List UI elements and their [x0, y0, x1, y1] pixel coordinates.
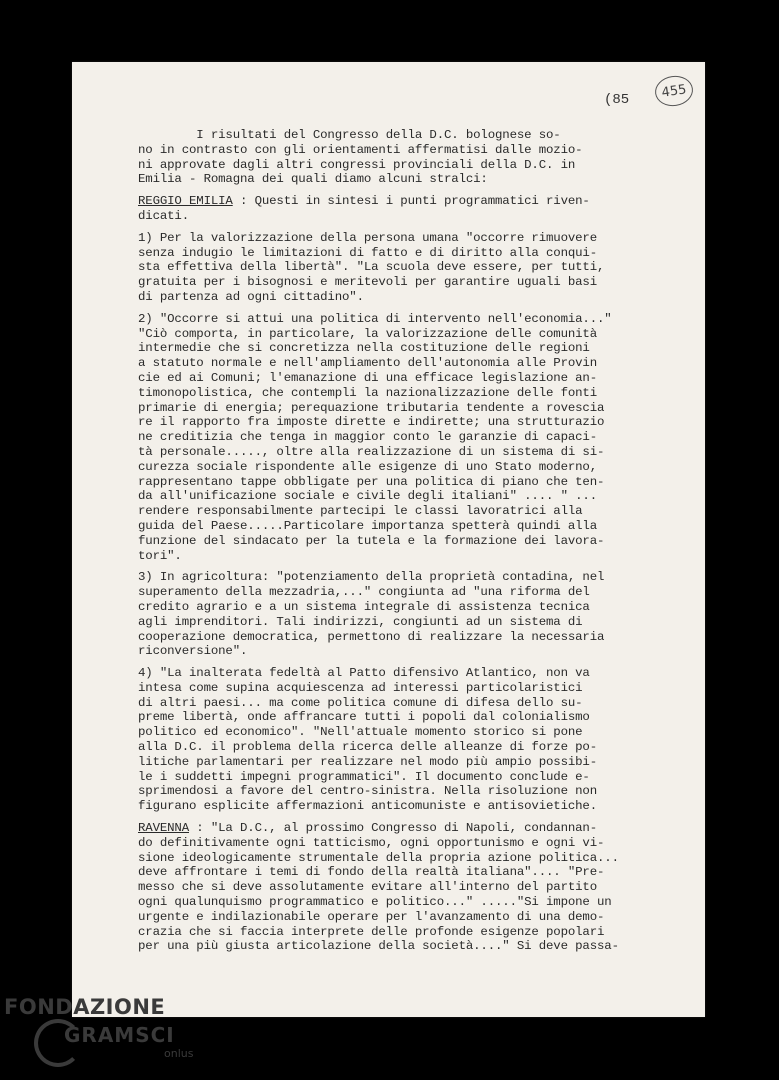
text-line: crazia che si faccia interprete delle profonde esigenze popolari [138, 924, 605, 939]
text-line: agli imprenditori. Tali indirizzi, congiunti ad un sistema di [138, 614, 583, 629]
text-line: da all'unificazione sociale e civile degli italiani" .... " ... [138, 489, 597, 504]
text-line: "Ciò comporta, in particolare, la valorizzazione delle comunità [138, 326, 597, 341]
text-line: gratuita per i bisognosi e meritevoli per garantire uguali basi [138, 275, 597, 290]
archive-stamp: 455 [653, 74, 695, 109]
text-line: politico ed economico". "Nell'attuale momento storico si pone [138, 725, 583, 740]
watermark-line2: GRAMSCI [64, 1023, 175, 1047]
text-line: di altri paesi... ma come politica comune di difesa dello su- [138, 695, 583, 710]
text-line: riconversione". [138, 644, 248, 659]
text-line: 3) In agricoltura: "potenziamento della proprietà contadina, nel [138, 570, 605, 585]
paragraph-gap [138, 659, 668, 666]
text-line: rendere responsabilmente partecipi le classi lavoratrici alla [138, 504, 583, 519]
text-line: intesa come supina acquiescenza ad interessi particolaristici [138, 680, 583, 695]
text-line: I risultati del Congresso della D.C. bolognese so- [138, 128, 561, 142]
watermark-line1: FONDAZIONE [4, 995, 166, 1019]
text-line: dicati. [138, 208, 189, 223]
text-line: guida del Paese.....Particolare importanza spetterà quindi alla [138, 518, 597, 533]
text-line: tà personale....., oltre alla realizzazione di un sistema di si- [138, 444, 605, 459]
text-line: messo che si deve assolutamente evitare all'interno del partito [138, 880, 597, 895]
text-line: deve affrontare i temi di fondo della realtà italiana".... "Pre- [138, 865, 605, 880]
watermark-line3: onlus [164, 1047, 194, 1060]
text-line: di partenza ad ogni cittadino". [138, 289, 364, 304]
text-line: sta effettiva della libertà". "La scuola deve essere, per tutti, [138, 260, 605, 275]
text-line: sione ideologicamente strumentale della propria azione politica... [138, 850, 619, 865]
text-line: funzione del sindacato per la tutela e la formazione dei lavora- [138, 533, 605, 548]
text-line: urgente e indilazionabile operare per l'avanzamento di una demo- [138, 909, 605, 924]
text-line: tori". [138, 548, 182, 563]
text-line: rappresentano tappe obbligate per una politica di piano che ten- [138, 474, 605, 489]
text-line: preme libertà, onde affrancare tutti i popoli dal colonialismo [138, 710, 590, 725]
text-line: do definitivamente ogni tatticismo, ogni opportunismo e ogni vi- [138, 835, 605, 850]
typewritten-text [138, 128, 668, 954]
text-line: RAVENNA : "La D.C., al prossimo Congresso di Napoli, condannan- [138, 821, 597, 836]
text-line: a statuto normale e nell'ampliamento dell'autonomia alle Provin [138, 356, 597, 371]
text-line: le i suddetti impegni programmatici". Il documento conclude e- [138, 769, 590, 784]
text-line: superamento della mezzadria,..." congiunta ad "una riforma del [138, 585, 590, 600]
text-line: no in contrasto con gli orientamenti affermatisi dalle mozio- [138, 142, 583, 157]
document-page [72, 62, 705, 1017]
text-line: credito agrario e a un sistema integrale di assistenza tecnica [138, 599, 590, 614]
text-line: figurano esplicite affermazioni anticomuniste e antisovietiche. [138, 799, 597, 814]
section-heading: RAVENNA [138, 821, 189, 836]
text-line: ni approvate dagli altri congressi provinciali della D.C. in [138, 157, 576, 172]
paragraph-gap [138, 305, 668, 312]
text-line: cie ed ai Comuni; l'emanazione di una efficace legislazione an- [138, 370, 597, 385]
text-line: primarie di energia; perequazione tributaria tendente a rovescia [138, 400, 605, 415]
text-line: alla D.C. il problema della ricerca delle alleanze di forze po- [138, 740, 597, 755]
text-line: cooperazione democratica, permettono di realizzare la necessaria [138, 629, 605, 644]
paragraph-gap [138, 563, 668, 570]
text-line: 2) "Occorre si attui una politica di intervento nell'economia..." [138, 311, 612, 326]
text-line: sprimendosi a favore del centro-sinistra. Nella risoluzione non [138, 784, 597, 799]
text-line: re il rapporto fra imposte dirette e indirette; una strutturazio [138, 415, 605, 430]
text-line: curezza sociale rispondente alle esigenze di uno Stato moderno, [138, 459, 597, 474]
text-line: per una più giusta articolazione della società...." Si deve passa- [138, 939, 619, 954]
text-line: timonopolistica, che contempli la nazionalizzazione delle fonti [138, 385, 597, 400]
fondazione-gramsci-watermark-logo [4, 995, 194, 1060]
paragraph-gap [138, 814, 668, 821]
text-line: ogni qualunquismo programmatico e politico..." ....."Si impone un [138, 895, 612, 910]
page-number: (85 [604, 92, 630, 108]
text-line: Emilia - Romagna dei quali diamo alcuni stralci: [138, 172, 488, 187]
text-line: intermedie che si concretizza nella costituzione delle regioni [138, 341, 590, 356]
text-line: 1) Per la valorizzazione della persona umana "occorre rimuovere [138, 230, 597, 245]
section-heading: REGGIO EMILIA [138, 194, 233, 209]
text-line: litiche parlamentari per realizzare nel modo più ampio possibi- [138, 754, 597, 769]
text-line: ne creditizia che tenga in maggior conto le garanzie di capaci- [138, 430, 597, 445]
text-line: senza indugio le limitazioni di fatto e di diritto alla conqui- [138, 245, 597, 260]
paragraph-gap [138, 224, 668, 231]
paragraph-gap [138, 187, 668, 194]
text-line: 4) "La inalterata fedeltà al Patto difensivo Atlantico, non va [138, 666, 590, 681]
text-line: REGGIO EMILIA : Questi in sintesi i punti programmatici riven- [138, 194, 590, 209]
